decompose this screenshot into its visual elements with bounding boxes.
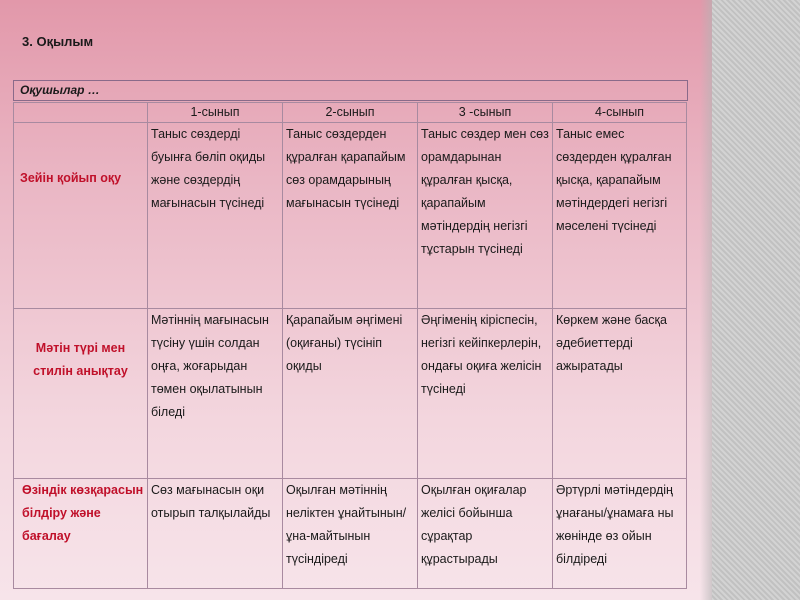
- table-cell: Оқылған мәтіннің неліктен ұнайтынын/ұна-майтынын түсіндіреді: [283, 479, 418, 589]
- row-label-focused-reading: Зейін қойып оқу: [14, 123, 148, 309]
- table-row: [14, 479, 687, 589]
- slide-edge-shadow: [700, 0, 712, 600]
- corner-cell: [14, 103, 148, 123]
- table-cell: Таныс сөздерден құралған қарапайым сөз орамдарының мағынасын түсінеді: [283, 123, 418, 309]
- table-header-label: Оқушылар …: [13, 80, 688, 101]
- row-label-text-type-style: Мәтін түрі мен стилін анықтау: [14, 309, 148, 479]
- table-cell: Мәтіннің мағынасын түсіну үшін солдан оңға, жоғарыдан төмен оқылатынын біледі: [148, 309, 283, 479]
- column-header-grade-3: 3 -сынып: [418, 103, 553, 123]
- column-header-row: [14, 103, 687, 123]
- table-cell: Таныс емес сөздерден құралған қысқа, қарапайым мәтіндердегі негізгі мәселені түсінеді: [553, 123, 687, 309]
- reading-standards-table: [13, 102, 687, 589]
- table-cell: Сөз мағынасын оқи отырып талқылайды: [148, 479, 283, 589]
- table-row: [14, 309, 687, 479]
- table-cell: Оқылған оқиғалар желісі бойынша сұрақтар құрастырады: [418, 479, 553, 589]
- table-cell: Қарапайым әңгімені (оқиғаны) түсініп оқиды: [283, 309, 418, 479]
- column-header-grade-4: 4-сынып: [553, 103, 687, 123]
- column-header-grade-2: 2-сынып: [283, 103, 418, 123]
- table-cell: Әңгіменің кіріспесін, негізгі кейіпкерлерін, ондағы оқиға желісін түсінеді: [418, 309, 553, 479]
- table-row: [14, 123, 687, 309]
- column-header-grade-1: 1-сынып: [148, 103, 283, 123]
- table-cell: Таныс сөздерді буынға бөліп оқиды және сөздердің мағынасын түсінеді: [148, 123, 283, 309]
- table-cell: Таныс сөздер мен сөз орамдарынан құралған қысқа, қарапайым мәтіндердің негізгі тұстарын түсінеді: [418, 123, 553, 309]
- table-cell: Көркем және басқа әдебиеттерді ажыратады: [553, 309, 687, 479]
- table-cell: Әртүрлі мәтіндердің ұнағаны/ұнамаға ны жөнінде өз ойын білдіреді: [553, 479, 687, 589]
- slide-edge-panel: [712, 0, 800, 600]
- row-label-own-view-evaluation: Өзіндік көзқарасын білдіру және бағалау: [14, 479, 148, 589]
- page-title: 3. Оқылым: [22, 34, 94, 49]
